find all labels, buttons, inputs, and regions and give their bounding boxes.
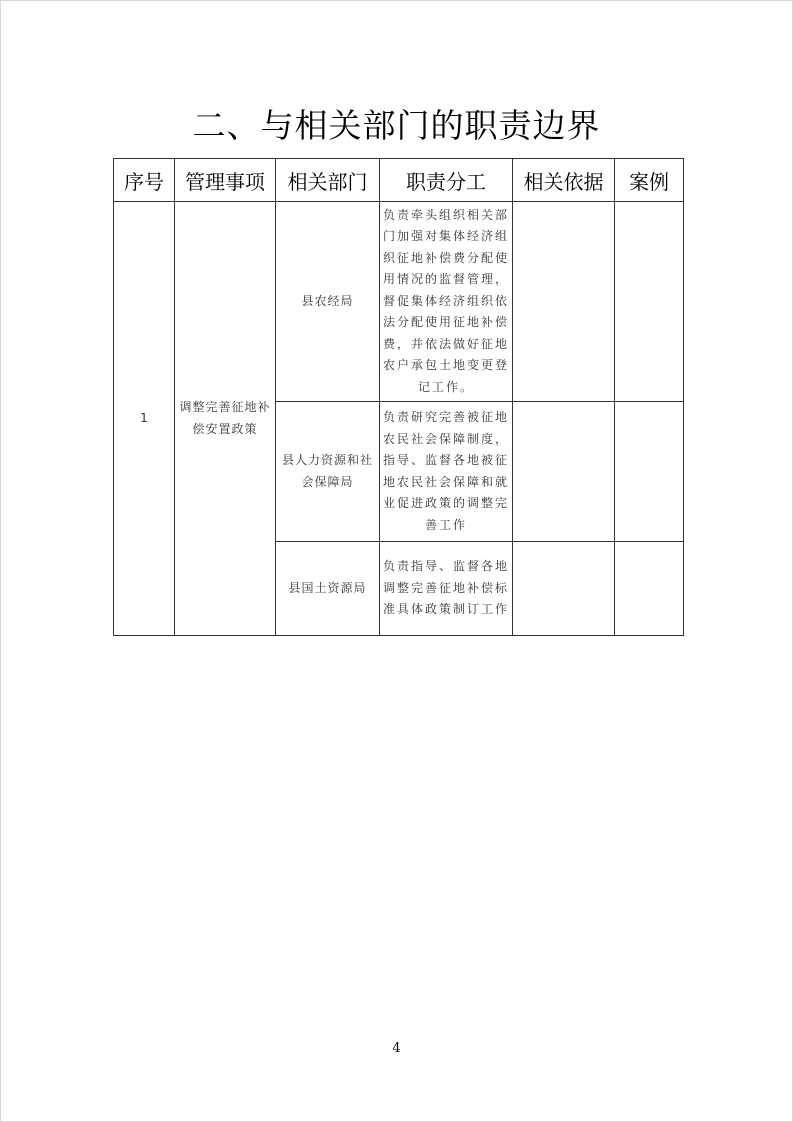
page-title: 二、与相关部门的职责边界: [192, 106, 601, 145]
case-cell: [615, 402, 684, 542]
header-seq: 序号: [114, 159, 175, 202]
duty-cell: 负责指导、监督各地调整完善征地补偿标准具体政策制订工作: [380, 542, 513, 636]
department-name: 县国土资源局: [288, 580, 367, 595]
department-cell: [276, 542, 380, 636]
case-cell: [615, 542, 684, 636]
responsibility-table: [113, 158, 684, 636]
page-number: 4: [392, 1041, 401, 1056]
management-item-text: 调整完善征地补偿安置政策: [179, 400, 271, 436]
header-item: 管理事项: [175, 159, 276, 202]
header-case: 案例: [615, 159, 684, 202]
row-seq: 1: [114, 202, 175, 636]
basis-cell: [513, 542, 615, 636]
department-name: 县人力资源和社会保障局: [282, 453, 374, 489]
header-duty: 职责分工: [380, 159, 513, 202]
case-cell: [615, 202, 684, 402]
header-department: 相关部门: [276, 159, 380, 202]
header-basis: 相关依据: [513, 159, 615, 202]
department-cell: [276, 402, 380, 542]
table-header-row: [114, 159, 684, 202]
basis-cell: [513, 202, 615, 402]
duty-cell: 负责牵头组织相关部门加强对集体经济组织征地补偿费分配使用情况的监督管理，督促集体经济组织依法分配使用征地补偿费，并依法做好征地农户承包土地变更登记工作。: [380, 202, 513, 402]
department-cell: [276, 202, 380, 402]
duty-cell: 负责研究完善被征地农民社会保障制度，指导、监督各地被征地农民社会保障和就业促进政策的调整完善工作: [380, 402, 513, 542]
department-name: 县农经局: [301, 293, 354, 308]
table-row: [114, 202, 684, 402]
management-item: [175, 202, 276, 636]
basis-cell: [513, 402, 615, 542]
